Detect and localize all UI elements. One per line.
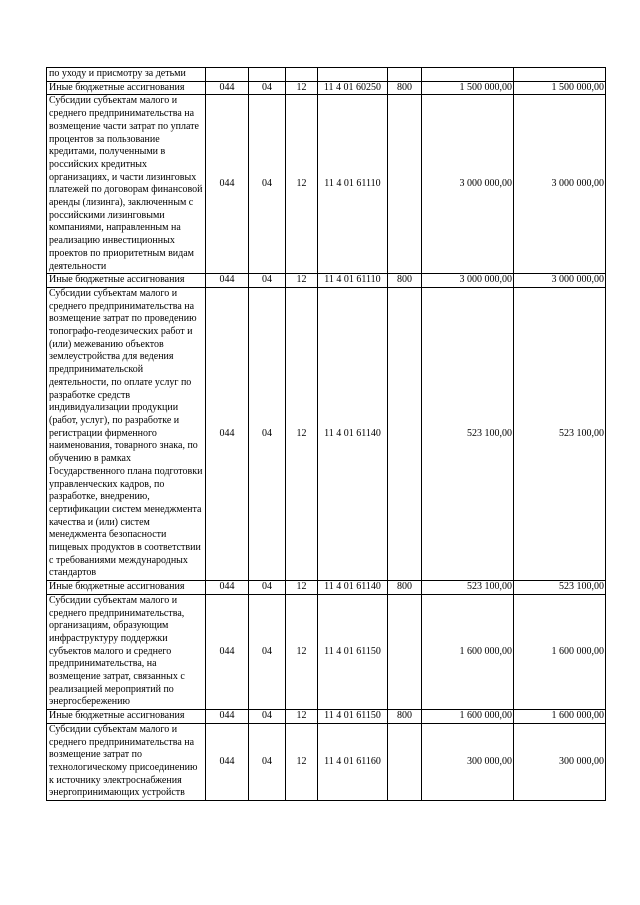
section-cell: 04 [249,287,286,580]
budget-table-body [47,68,606,801]
amount-cell-1: 3 000 000,00 [422,274,514,288]
row-name-cell: Субсидии субъектам малого и среднего предпринимательства на возмещение затрат по проведению топографо-геодезических работ и (или) межеванию объектов землеустройства для ведения предпринимательской деятельности, по оплате услуг по разработке средств индивидуализации продукции (работ, услуг), по разработке и регистрации фирменного наименования, товарного знака, по обучению в рамках Государственного плана подготовки управленческих кадров, по разработке, внедрению, сертификации систем менеджмента качества и (или) систем менеджмента безопасности пищевых продуктов в соответствии с требованиями международных стандартов [47,287,206,580]
target-article-cell: 11 4 01 61110 [318,95,388,274]
ved-cell: 044 [206,581,249,595]
expense-type-cell [388,594,422,709]
section-cell: 04 [249,723,286,800]
ved-cell: 044 [206,594,249,709]
amount-cell-1: 523 100,00 [422,287,514,580]
subsection-cell: 12 [286,723,318,800]
amount-cell-1: 300 000,00 [422,723,514,800]
target-article-cell: 11 4 01 61150 [318,710,388,724]
amount-cell-1: 523 100,00 [422,581,514,595]
target-article-cell [318,68,388,82]
ved-cell [206,68,249,82]
amount-cell-2: 523 100,00 [514,287,606,580]
table-row [47,68,606,82]
subsection-cell: 12 [286,287,318,580]
amount-cell-2: 523 100,00 [514,581,606,595]
table-row [47,81,606,95]
row-name-cell: Иные бюджетные ассигнования [47,710,206,724]
target-article-cell: 11 4 01 61140 [318,581,388,595]
budget-table [46,67,606,801]
amount-cell-1 [422,68,514,82]
amount-cell-2: 1 500 000,00 [514,81,606,95]
amount-cell-2: 1 600 000,00 [514,710,606,724]
ved-cell: 044 [206,723,249,800]
amount-cell-1: 1 600 000,00 [422,710,514,724]
expense-type-cell [388,68,422,82]
amount-cell-2: 300 000,00 [514,723,606,800]
expense-type-cell: 800 [388,274,422,288]
expense-type-cell: 800 [388,710,422,724]
section-cell: 04 [249,710,286,724]
table-row [47,581,606,595]
ved-cell: 044 [206,274,249,288]
target-article-cell: 11 4 01 61110 [318,274,388,288]
subsection-cell: 12 [286,81,318,95]
amount-cell-2: 3 000 000,00 [514,95,606,274]
target-article-cell: 11 4 01 61150 [318,594,388,709]
amount-cell-2: 3 000 000,00 [514,274,606,288]
subsection-cell: 12 [286,581,318,595]
row-name-cell: Субсидии субъектам малого и среднего предпринимательства на возмещение части затрат по уплате процентов за пользование кредитами, полученными в российских кредитных организациях, и части лизинговых платежей по договорам финансовой аренды (лизинга), заключенным с российскими лизинговыми компаниями, направленным на реализацию инвестиционных проектов по приоритетным видам деятельности [47,95,206,274]
subsection-cell [286,68,318,82]
row-name-cell: Иные бюджетные ассигнования [47,274,206,288]
subsection-cell: 12 [286,274,318,288]
amount-cell-2: 1 600 000,00 [514,594,606,709]
table-row [47,95,606,274]
subsection-cell: 12 [286,710,318,724]
expense-type-cell [388,723,422,800]
section-cell: 04 [249,81,286,95]
expense-type-cell [388,287,422,580]
row-name-cell: Иные бюджетные ассигнования [47,581,206,595]
ved-cell: 044 [206,81,249,95]
expense-type-cell: 800 [388,81,422,95]
section-cell: 04 [249,274,286,288]
target-article-cell: 11 4 01 61140 [318,287,388,580]
section-cell: 04 [249,581,286,595]
expense-type-cell: 800 [388,581,422,595]
table-row [47,710,606,724]
amount-cell-1: 3 000 000,00 [422,95,514,274]
section-cell [249,68,286,82]
subsection-cell: 12 [286,594,318,709]
subsection-cell: 12 [286,95,318,274]
expense-type-cell [388,95,422,274]
target-article-cell: 11 4 01 60250 [318,81,388,95]
ved-cell: 044 [206,710,249,724]
amount-cell-1: 1 600 000,00 [422,594,514,709]
row-name-cell: Субсидии субъектам малого и среднего предпринимательства, организациям, образующим инфраструктуру поддержки субъектов малого и среднего предпринимательства, на возмещение затрат, связанных с реализацией мероприятий по энергосбережению [47,594,206,709]
section-cell: 04 [249,95,286,274]
ved-cell: 044 [206,95,249,274]
table-row [47,723,606,800]
row-name-cell: по уходу и присмотру за детьми [47,68,206,82]
table-row [47,287,606,580]
section-cell: 04 [249,594,286,709]
table-row [47,274,606,288]
amount-cell-2 [514,68,606,82]
ved-cell: 044 [206,287,249,580]
table-row [47,594,606,709]
row-name-cell: Субсидии субъектам малого и среднего предпринимательства на возмещение затрат по технологическому присоединению к источнику электроснабжения энергопринимающих устройств [47,723,206,800]
row-name-cell: Иные бюджетные ассигнования [47,81,206,95]
target-article-cell: 11 4 01 61160 [318,723,388,800]
amount-cell-1: 1 500 000,00 [422,81,514,95]
